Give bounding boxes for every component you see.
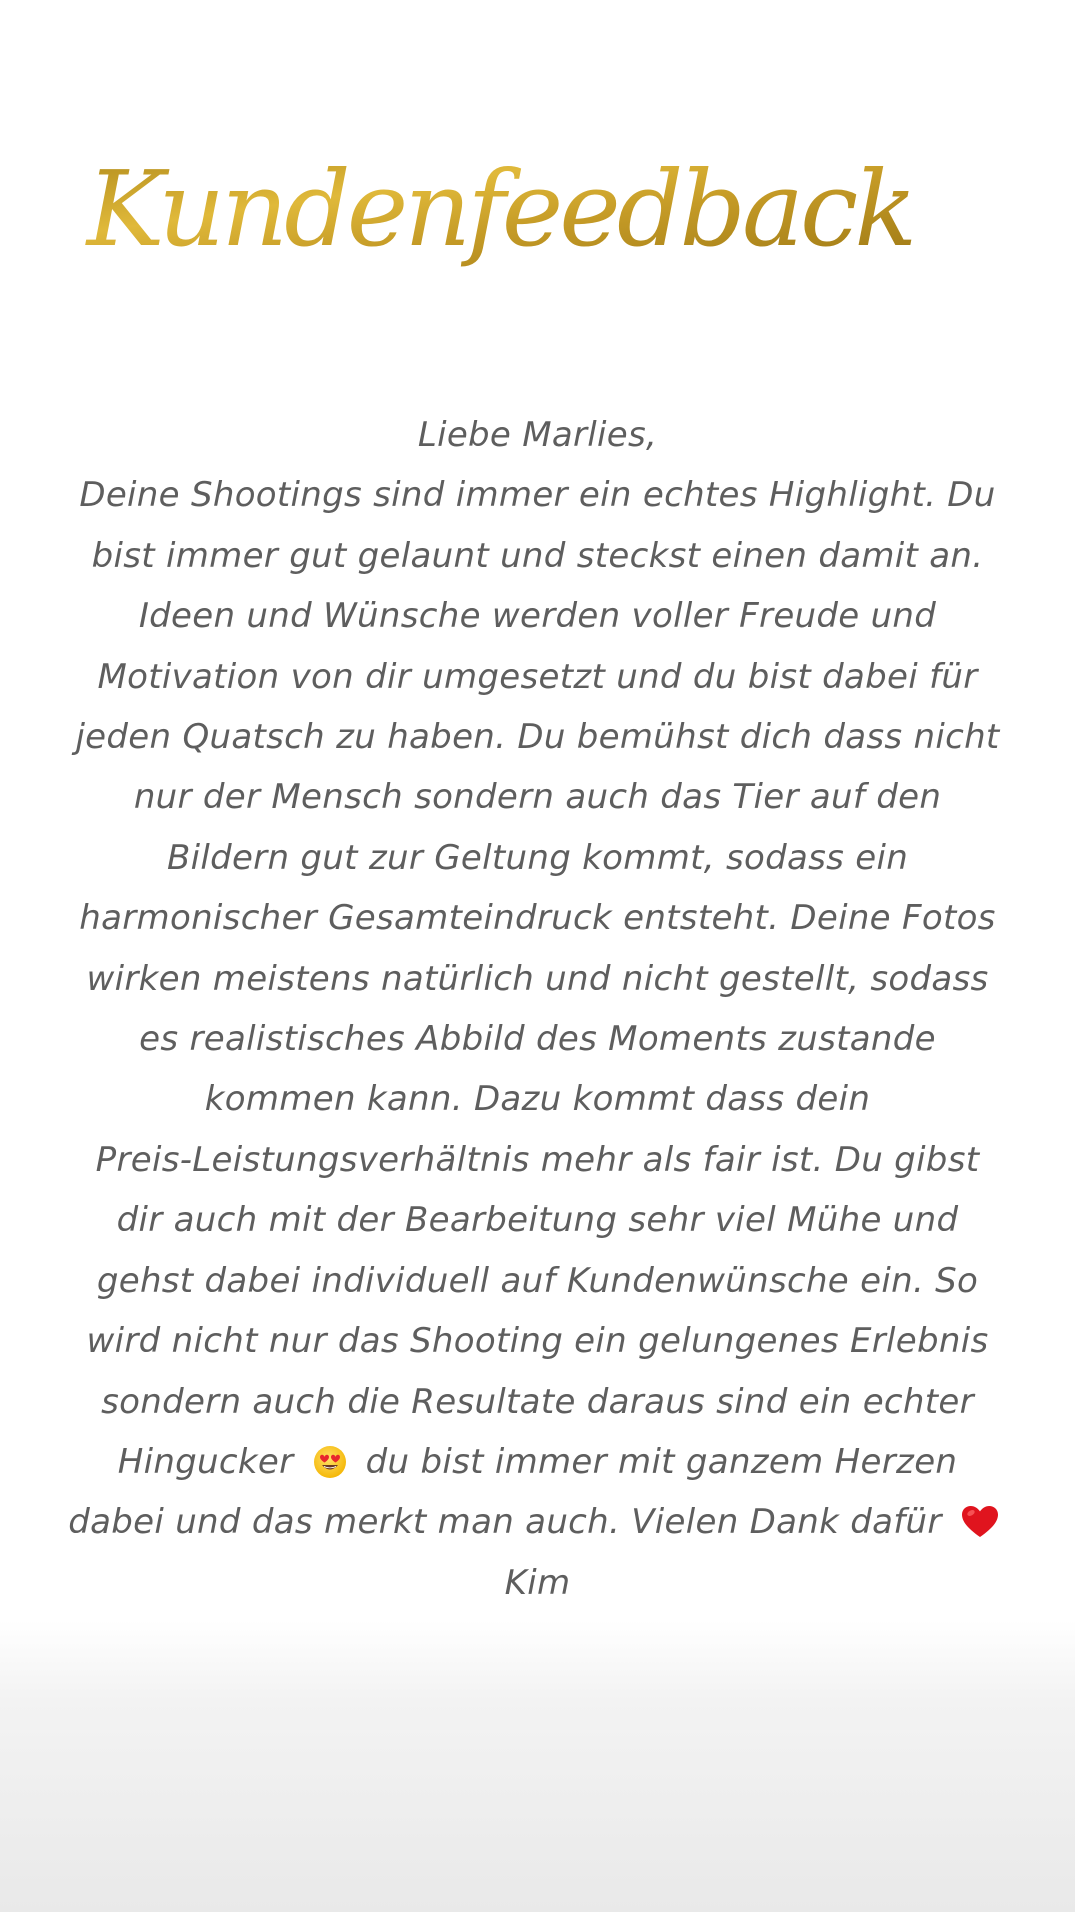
- message-line: gehst dabei individuell auf Kundenwünsche ein. So: [96, 1260, 979, 1301]
- message-line: dir auch mit der Bearbeitung sehr viel Mühe und: [116, 1200, 959, 1241]
- title-logo: [86, 115, 914, 305]
- message-line: es realistisches Abbild des Moments zustande: [139, 1019, 936, 1060]
- message-line: Bildern gut zur Geltung kommt, sodass ein: [166, 837, 909, 878]
- message-line: Motivation von dir umgesetzt und du bist dabei für: [97, 656, 978, 697]
- heart-eyes-emoji-icon: [313, 1445, 347, 1479]
- message-line: Ideen und Wünsche werden voller Freude und: [138, 596, 937, 637]
- message-line: bist immer gut gelaunt und steckst einen damit an.: [91, 535, 984, 576]
- feedback-message: [55, 405, 1020, 1613]
- signature: Kim: [504, 1562, 571, 1603]
- gold-glitter-title: [86, 115, 914, 305]
- message-line-with-emoji: [55, 1492, 1020, 1552]
- message-line-with-emoji: [55, 1432, 1020, 1492]
- message-fragment: Hingucker: [117, 1441, 294, 1482]
- message-line: Preis-Leistungsverhältnis mehr als fair ist. Du gibst: [95, 1139, 980, 1180]
- message-line: nur der Mensch sondern auch das Tier auf den: [133, 777, 942, 818]
- red-heart-emoji-icon: [961, 1505, 999, 1539]
- page-title: Kundenfeedback: [86, 148, 914, 270]
- message-line: sondern auch die Resultate daraus sind ein echter: [101, 1381, 974, 1422]
- message-line: kommen kann. Dazu kommt dass dein: [204, 1079, 871, 1120]
- message-line: Deine Shootings sind immer ein echtes Highlight. Du: [79, 475, 996, 516]
- message-fragment: dabei und das merkt man auch. Vielen Dank dafür: [68, 1502, 942, 1543]
- message-fragment: du bist immer mit ganzem Herzen: [365, 1441, 958, 1482]
- message-line: harmonischer Gesamteindruck entsteht. Deine Fotos: [79, 898, 996, 939]
- message-line: wirken meistens natürlich und nicht gestellt, sodass: [86, 958, 989, 999]
- message-line: wird nicht nur das Shooting ein gelungenes Erlebnis: [86, 1321, 989, 1362]
- message-line: Liebe Marlies,: [417, 415, 658, 455]
- message-line: jeden Quatsch zu haben. Du bemühst dich dass nicht: [75, 717, 1000, 758]
